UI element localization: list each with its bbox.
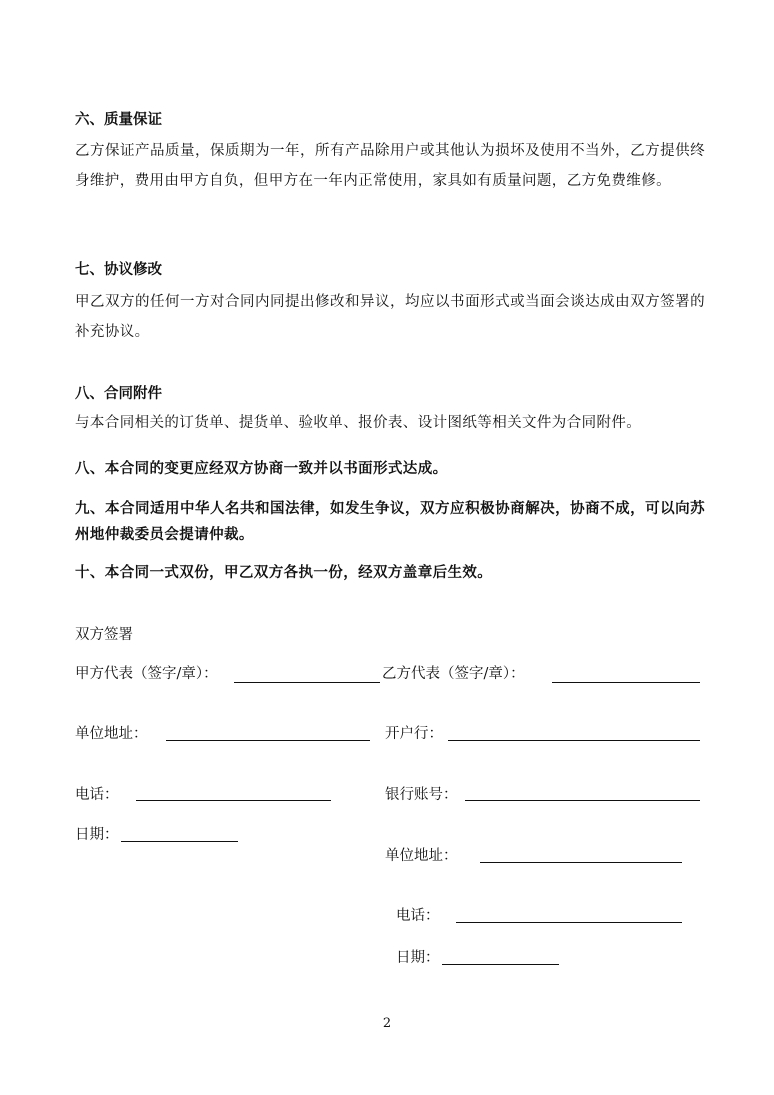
party-b-bank-label: 开户行： [385,726,443,742]
party-a-rep-line[interactable] [234,682,380,683]
section-quality-body: 乙方保证产品质量，保质期为一年，所有产品除用户或其他认为损坏及使用不当外，乙方提供终身维护，费用由甲方自负，但甲方在一年内正常使用，家具如有质量问题，乙方免费维修。 [75,143,705,189]
section-quality-heading: 六、质量保证 [75,111,162,128]
section-attachments-heading: 八、合同附件 [75,385,162,402]
clause-change: 八、本合同的变更应经双方协商一致并以书面形式达成。 [75,460,448,477]
party-a-rep-label: 甲方代表（签字/章）： [75,666,218,682]
party-a-address-label: 单位地址： [75,726,148,742]
party-b-date-label: 日期： [396,950,440,966]
section-attachments-body: 与本合同相关的订货单、提货单、验收单、报价表、设计图纸等相关文件为合同附件。 [75,415,642,431]
clause-copies: 十、本合同一式双份，甲乙双方各执一份，经双方盖章后生效。 [75,564,493,581]
party-a-date-line[interactable] [121,841,238,842]
party-a-date-label: 日期： [75,827,119,843]
party-b-account-label: 银行账号： [385,787,458,803]
party-b-rep-line[interactable] [552,682,700,683]
party-b-rep-label: 乙方代表（签字/章）： [382,666,525,682]
section-amendment-heading: 七、协议修改 [75,261,162,278]
clause-law: 九、本合同适用中华人名共和国法律，如发生争议，双方应积极协商解决，协商不成，可以向苏州地仲裁委员会提请仲裁。 [75,500,705,543]
party-b-phone-line[interactable] [456,922,682,923]
party-a-phone-line[interactable] [136,800,331,801]
party-b-date-line[interactable] [442,964,559,965]
party-a-address-line[interactable] [166,740,370,741]
party-a-phone-label: 电话： [75,787,119,803]
party-b-phone-label: 电话： [396,908,440,924]
party-b-address-line[interactable] [480,862,682,863]
party-b-address-label: 单位地址： [385,848,458,864]
party-b-bank-line[interactable] [448,740,700,741]
party-b-account-line[interactable] [465,800,700,801]
signature-title: 双方签署 [75,627,133,643]
page-number: 2 [382,1016,392,1031]
section-amendment-body: 甲乙双方的任何一方对合同内同提出修改和异议，均应以书面形式或当面会谈达成由双方签署的补充协议。 [75,294,705,340]
